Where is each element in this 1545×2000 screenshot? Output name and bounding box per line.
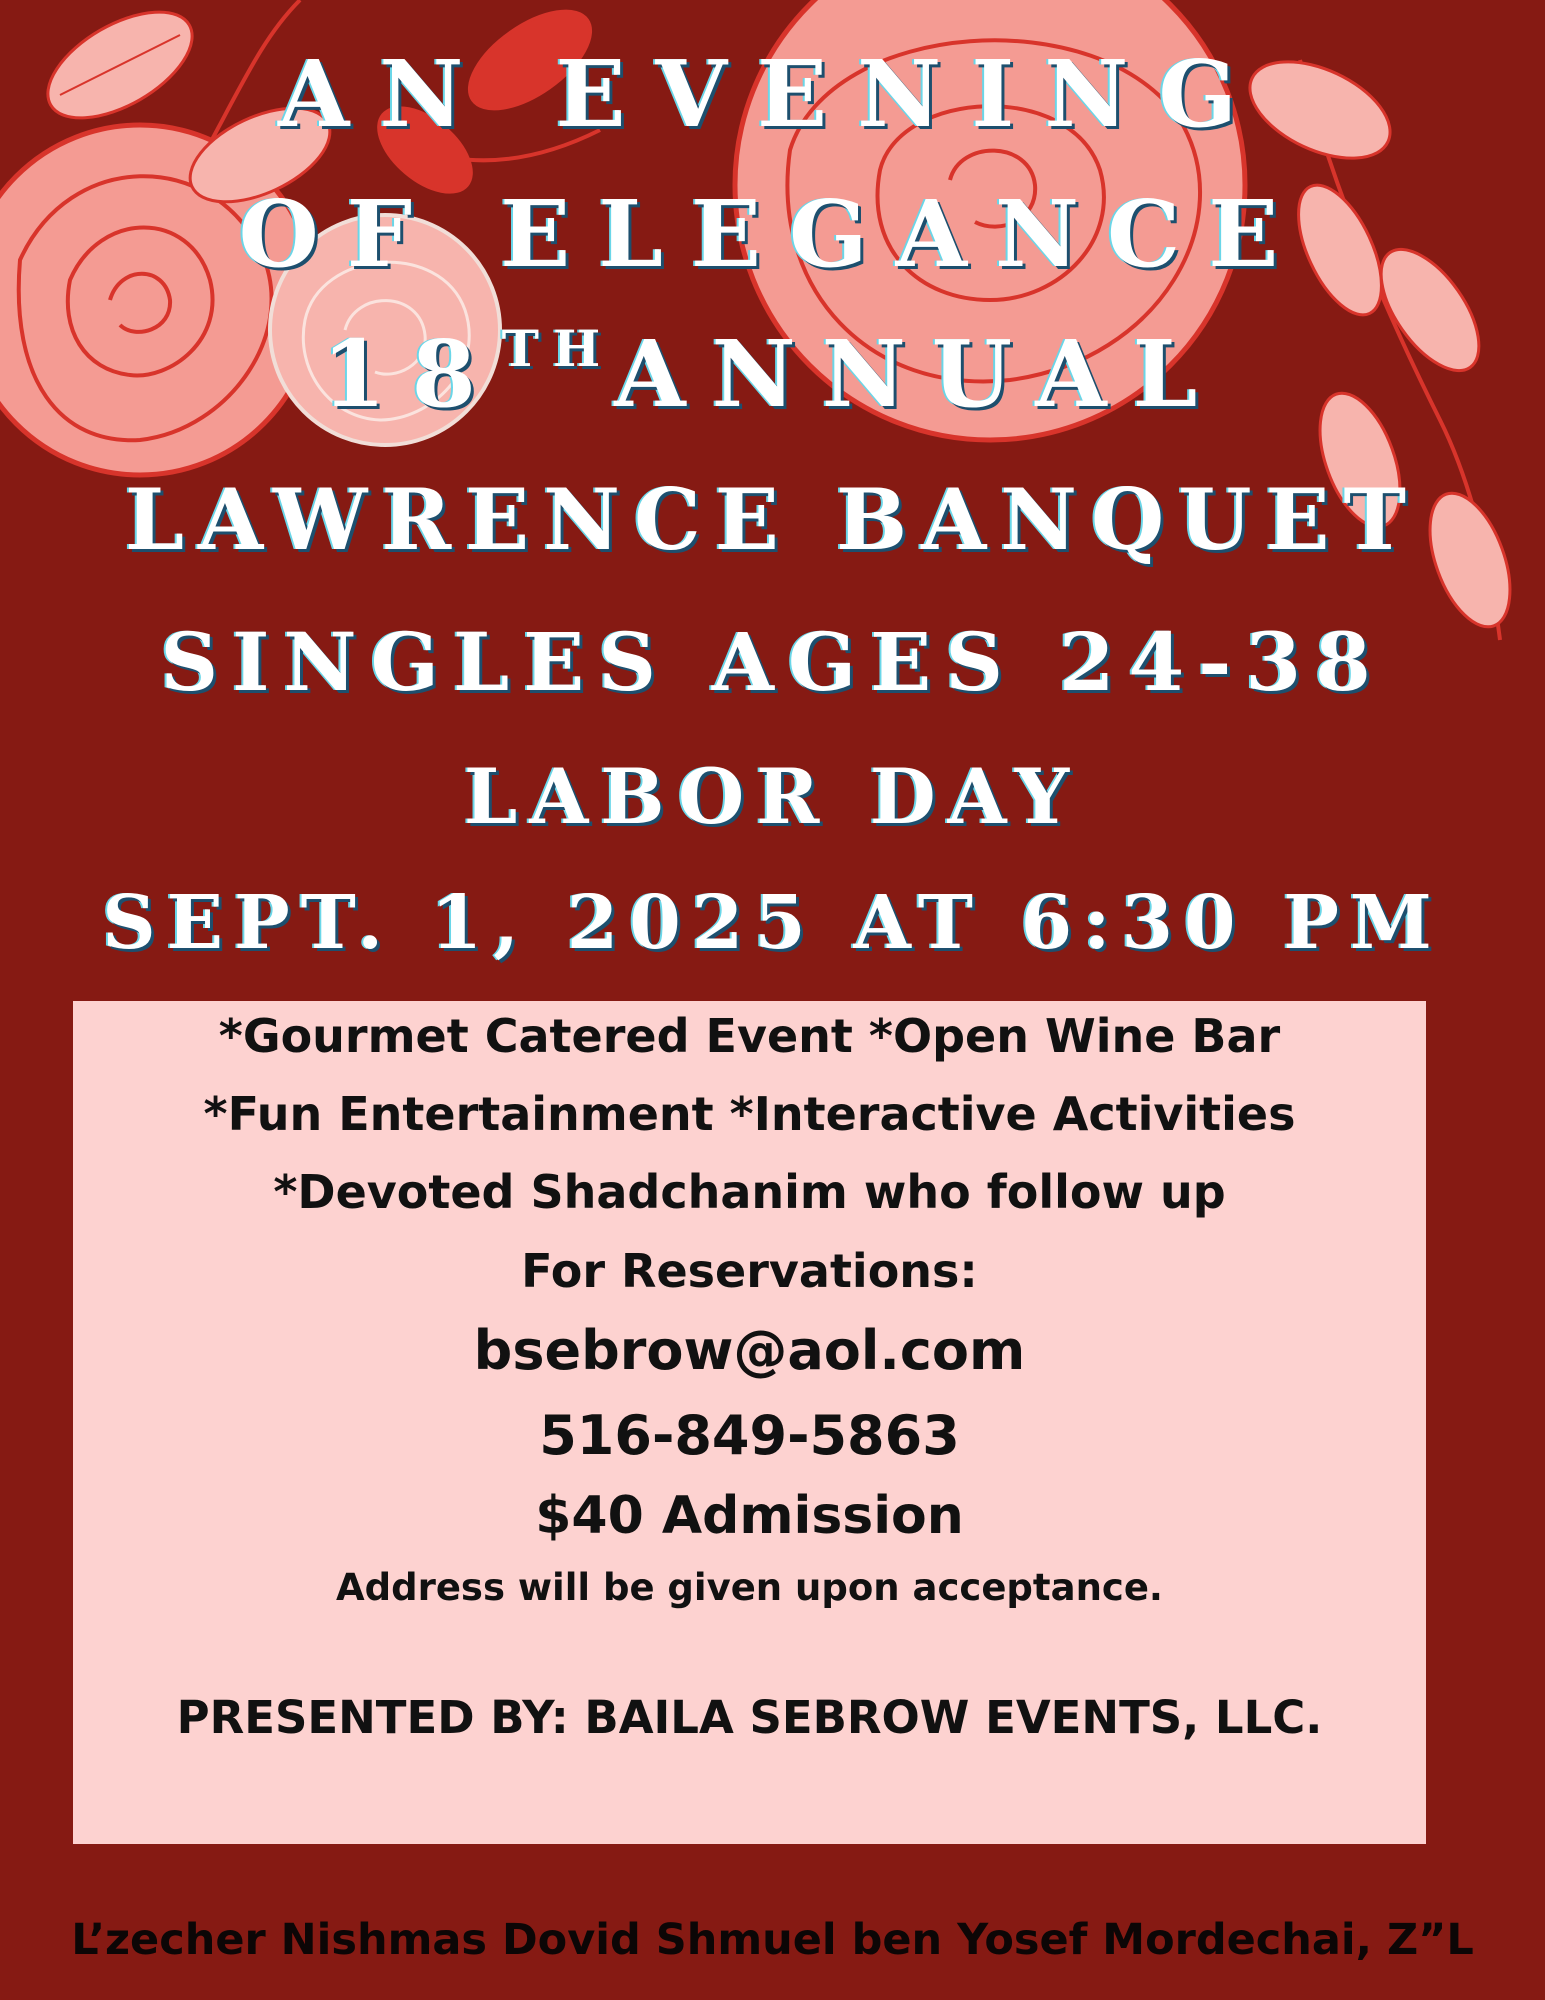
title-line-banquet: LAWRENCE BANQUET (124, 470, 1421, 569)
reservations-label: For Reservations: (521, 1244, 978, 1298)
annual-ordinal-suffix: TH (501, 319, 615, 379)
address-note: Address will be given upon acceptance. (335, 1566, 1163, 1609)
title-line-ages: SINGLES AGES 24-38 (160, 615, 1385, 709)
feature-line: *Fun Entertainment *Interactive Activities (203, 1087, 1296, 1141)
title-line-annual (0, 320, 1545, 428)
dedication: L’zecher Nishmas Dovid Shmuel ben Yosef Mordechai, Z”L (71, 1915, 1474, 1965)
feature-line: *Gourmet Catered Event *Open Wine Bar (218, 1009, 1281, 1063)
title-line-evening: AN EVENING (278, 40, 1267, 148)
annual-word: ANNUAL (614, 320, 1224, 428)
title-line-elegance: OF ELEGANCE (238, 180, 1307, 288)
feature-line: *Devoted Shadchanim who follow up (273, 1165, 1226, 1219)
admission-price: $40 Admission (535, 1486, 964, 1546)
title-line-date-time: SEPT. 1, 2025 AT 6:30 PM (102, 880, 1443, 966)
info-box (73, 1001, 1426, 1844)
title-line-holiday: LABOR DAY (463, 752, 1082, 841)
reservation-email[interactable]: bsebrow@aol.com (473, 1319, 1026, 1382)
reservation-phone[interactable]: 516-849-5863 (539, 1404, 960, 1467)
presenter: PRESENTED BY: BAILA SEBROW EVENTS, LLC. (176, 1691, 1323, 1744)
annual-number: 18 (321, 320, 502, 428)
